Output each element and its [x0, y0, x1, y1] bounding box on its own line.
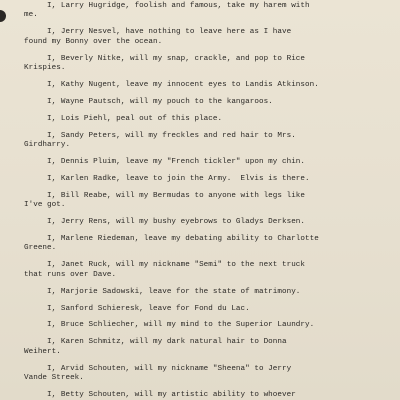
- entry-line: I've got.: [24, 201, 66, 210]
- will-entry: [24, 115, 394, 124]
- entry-line: I, Marjorie Sadowski, leave for the state of matrimony.: [24, 287, 301, 296]
- will-entry: [24, 55, 394, 74]
- entry-line: I, Kathy Nugent, leave my innocent eyes to Landis Atkinson.: [24, 80, 319, 89]
- entry-line: that runs over Dave.: [24, 270, 117, 279]
- entry-line: I, Dennis Pluim, leave my "French tickler" upon my chin.: [24, 157, 306, 166]
- entry-line: I, Marlene Riedeman, leave my debating ability to Charlotte: [24, 235, 319, 243]
- entry-line: I, Bill Reabe, will my Bermudas to anyone with legs like: [24, 191, 306, 200]
- will-entry: [24, 192, 394, 211]
- will-entry: [24, 305, 394, 314]
- will-entry: [24, 158, 394, 167]
- entry-line: I, Karen Schmitz, will my dark natural hair to Donna: [24, 338, 287, 347]
- will-entries-list: [24, 2, 394, 400]
- entry-line: I, Jerry Rens, will my bushy eyebrows to Gladys Derksen.: [24, 218, 306, 227]
- entry-line: I, Lois Piehl, peal out of this place.: [24, 114, 223, 123]
- will-entry: [24, 175, 394, 184]
- entry-line: found my Bonny over the ocean.: [24, 37, 163, 46]
- entry-line: I, Karlen Radke, leave to join the Army. Elvis is there.: [24, 174, 310, 183]
- will-entry: [24, 218, 394, 227]
- entry-line: I, Bruce Schliecher, will my mind to the Superior Laundry.: [24, 321, 315, 330]
- entry-line: I, Sanford Schieresk, leave for Fond du Lac.: [24, 304, 250, 313]
- will-entry: [24, 2, 394, 21]
- entry-line: I, Betty Schouten, will my artistic ability to whoever: [24, 390, 296, 399]
- will-entry: [24, 338, 394, 357]
- will-entry: [24, 321, 394, 330]
- entry-line: I, Janet Ruck, will my nickname "Semi" to the next truck: [24, 261, 306, 270]
- entry-line: I, Sandy Peters, will my freckles and red hair to Mrs.: [24, 131, 296, 140]
- entry-line: Vande Streek.: [24, 374, 84, 383]
- will-entry: [24, 235, 394, 254]
- entry-line: Greene.: [24, 244, 57, 253]
- will-entry: [24, 365, 394, 384]
- entry-line: I, Arvid Schouten, will my nickname "Sheena" to Jerry: [24, 364, 292, 373]
- entry-line: I, Jerry Nesvel, have nothing to leave here as I have: [24, 28, 292, 37]
- entry-line: I, Larry Hugridge, foolish and famous, take my harem with: [24, 2, 310, 10]
- entry-line: Krispies.: [24, 64, 66, 73]
- will-entry: [24, 98, 394, 107]
- will-entry: [24, 28, 394, 47]
- will-entry: [24, 81, 394, 90]
- entry-line: me.: [24, 11, 38, 20]
- entry-line: Girdharry.: [24, 141, 71, 150]
- will-entry: [24, 261, 394, 280]
- will-entry: [24, 132, 394, 151]
- binding-hole: [0, 10, 6, 22]
- entry-line: I, Wayne Pautsch, will my pouch to the kangaroos.: [24, 97, 273, 106]
- entry-line: I, Beverly Nitke, will my snap, crackle, and pop to Rice: [24, 54, 306, 63]
- will-entry: [24, 288, 394, 297]
- entry-line: Weihert.: [24, 347, 61, 356]
- will-entry: [24, 391, 394, 400]
